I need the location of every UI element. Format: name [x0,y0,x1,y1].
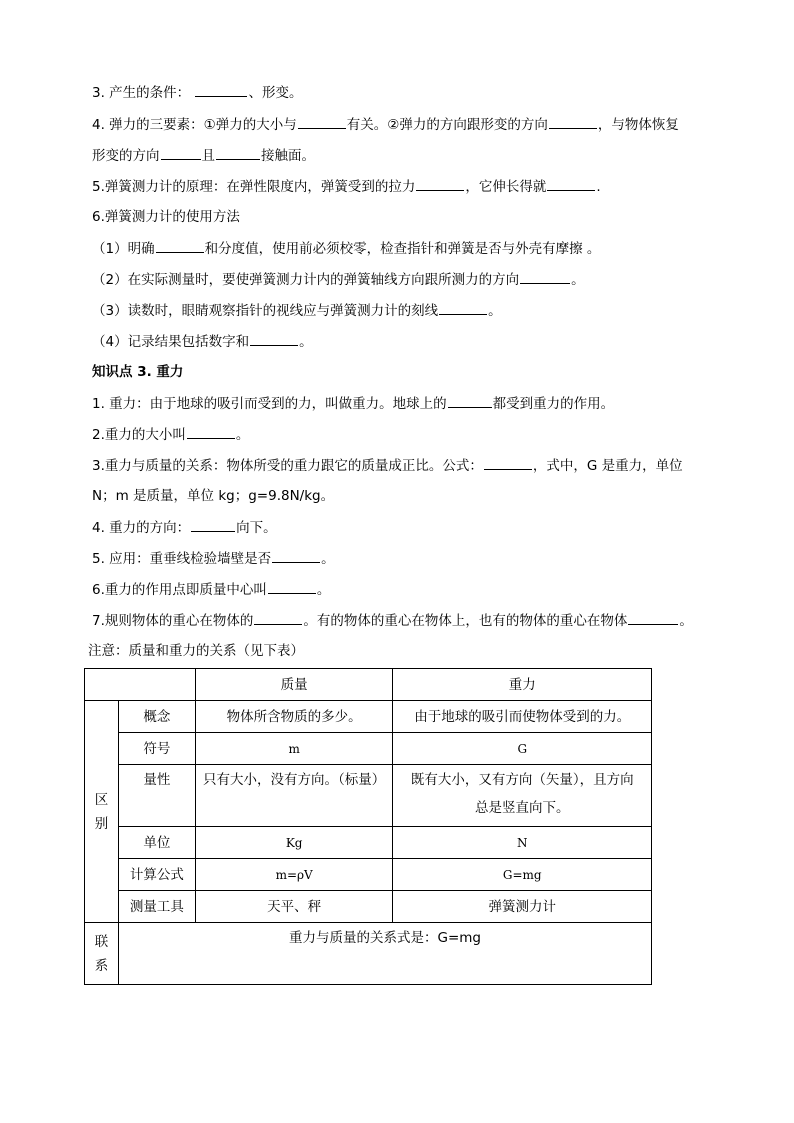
gravity-cell: N [393,827,652,859]
fill-blank [156,238,204,253]
gravity-cell [393,765,652,827]
text: ，式中，G 是重力，单位 [532,458,683,474]
gravity-cell: 由于地球的吸引而使物体受到的力。 [393,701,652,733]
relation-cell: 重力与质量的关系式是：G=mg [118,923,651,985]
section-heading: 知识点 3. 重力 [92,364,184,380]
row-label: 量性 [118,765,195,827]
text: 接触面。 [261,148,315,164]
text: ，与物体恢复 [597,117,679,133]
gravity-cell: G [393,733,652,765]
fill-blank [416,176,464,191]
text: 3. 产生的条件： [92,85,191,101]
text: . [596,179,601,195]
table-row [85,923,652,985]
fill-blank [268,579,316,594]
fill-blank [195,82,247,97]
text: 4. 重力的方向： [92,520,191,536]
text: 、形变。 [248,85,303,101]
mass-cell: 只有大小，没有方向。（标量） [195,765,393,827]
row-label: 概念 [118,701,195,733]
row-label: 符号 [118,733,195,765]
text-line [92,114,679,135]
text: 2.重力的大小叫 [92,427,186,443]
text-line [92,548,335,569]
text: 5. 应用：重垂线检验墙壁是否 [92,551,272,567]
gravity-cell-line: 总是竖直向下。 [474,800,570,816]
text: 。 [679,613,693,629]
text: 都受到重力的作用。 [492,396,615,412]
text-line [92,517,277,538]
table-row [85,765,652,827]
text: 。 [235,427,250,443]
text-line [92,207,240,227]
text: （1）明确 [92,241,155,257]
text: 5.弹簧测力计的原理：在弹性限度内，弹簧受到的拉力 [92,179,416,195]
text: 和分度值，使用前必须校零，检查指针和弹簧是否与外壳有摩擦 。 [204,241,601,257]
text-line [92,176,601,197]
text-line [92,82,302,103]
text-line [92,331,313,352]
text: 6.弹簧测力计的使用方法 [92,209,240,225]
fill-blank [547,176,595,191]
mass-cell: Kg [195,827,393,859]
fill-blank [187,424,235,439]
gravity-cell: G=mg [393,859,652,891]
text-line [92,455,683,476]
note-text: 注意：质量和重力的关系（见下表） [88,643,304,659]
text: 。有的物体的重心在物体上，也有的物体的重心在物体 [303,613,628,629]
fill-blank [298,114,346,129]
fill-blank [484,455,532,470]
table-header-cell [85,669,196,701]
fill-blank [272,548,320,563]
table-row [85,701,652,733]
group-label-char: 别 [94,815,109,832]
text: （2）在实际测量时，要使弹簧测力计内的弹簧轴线方向跟所测力的方向 [92,272,520,288]
text: 。 [488,303,502,319]
row-label: 测量工具 [118,891,195,923]
table-row [85,827,652,859]
text-line [92,424,249,445]
mass-cell: m [195,733,393,765]
table-row [85,733,652,765]
table-header-row [85,669,652,701]
row-label: 单位 [118,827,195,859]
fill-blank [250,331,298,346]
text: 4. 弹力的三要素：①弹力的大小与 [92,117,297,133]
mass-cell: m=ρV [195,859,393,891]
fill-blank [254,610,302,625]
mass-cell: 天平、秤 [195,891,393,923]
gravity-cell-line: 既有大小，又有方向（矢量），且方向 [410,772,634,788]
text-line [92,393,614,414]
table-row [85,891,652,923]
text: 7.规则物体的重心在物体的 [92,613,254,629]
text: 形变的方向 [92,148,160,164]
table-row [85,859,652,891]
fill-blank [520,269,570,284]
fill-blank [448,393,492,408]
text-line [92,145,315,166]
text: 。 [321,551,335,567]
text: 。 [316,582,331,598]
group-label-difference [85,701,119,923]
mass-cell: 物体所含物质的多少。 [195,701,393,733]
group-label-char: 联 [94,933,109,950]
text-line [92,238,600,259]
text-line [92,579,330,600]
text: ，它伸长得就 [465,179,547,195]
text: （3）读数时，眼睛观察指针的视线应与弹簧测力计的刻线 [92,303,439,319]
text: 1. 重力：由于地球的吸引而受到的力，叫做重力。地球上的 [92,396,447,412]
text: （4）记录结果包括数字和 [92,334,250,350]
gravity-cell: 弹簧测力计 [393,891,652,923]
text-line [92,486,334,506]
fill-blank [439,300,487,315]
text: 且 [201,148,215,164]
table-header-cell: 质量 [195,669,393,701]
fill-blank [161,145,201,160]
text-line [92,300,502,321]
row-label: 计算公式 [118,859,195,891]
text: 。 [299,334,313,350]
text: 向下。 [236,520,277,536]
text: N；m 是质量，单位 kg；g=9.8N/kg。 [92,488,335,504]
comparison-table [84,668,652,985]
text-line [92,610,693,631]
fill-blank [549,114,597,129]
fill-blank [216,145,260,160]
text: 3.重力与质量的关系：物体所受的重力跟它的质量成正比。公式： [92,458,483,474]
fill-blank [628,610,678,625]
group-label-char: 系 [94,957,109,974]
fill-blank [191,517,235,532]
text-line [92,269,585,290]
table-header-cell: 重力 [393,669,652,701]
text: 有关。②弹力的方向跟形变的方向 [346,117,548,133]
text: 6.重力的作用点即质量中心叫 [92,582,267,598]
group-label-char: 区 [94,791,109,808]
group-label-relation [85,923,119,985]
text: 。 [571,272,585,288]
